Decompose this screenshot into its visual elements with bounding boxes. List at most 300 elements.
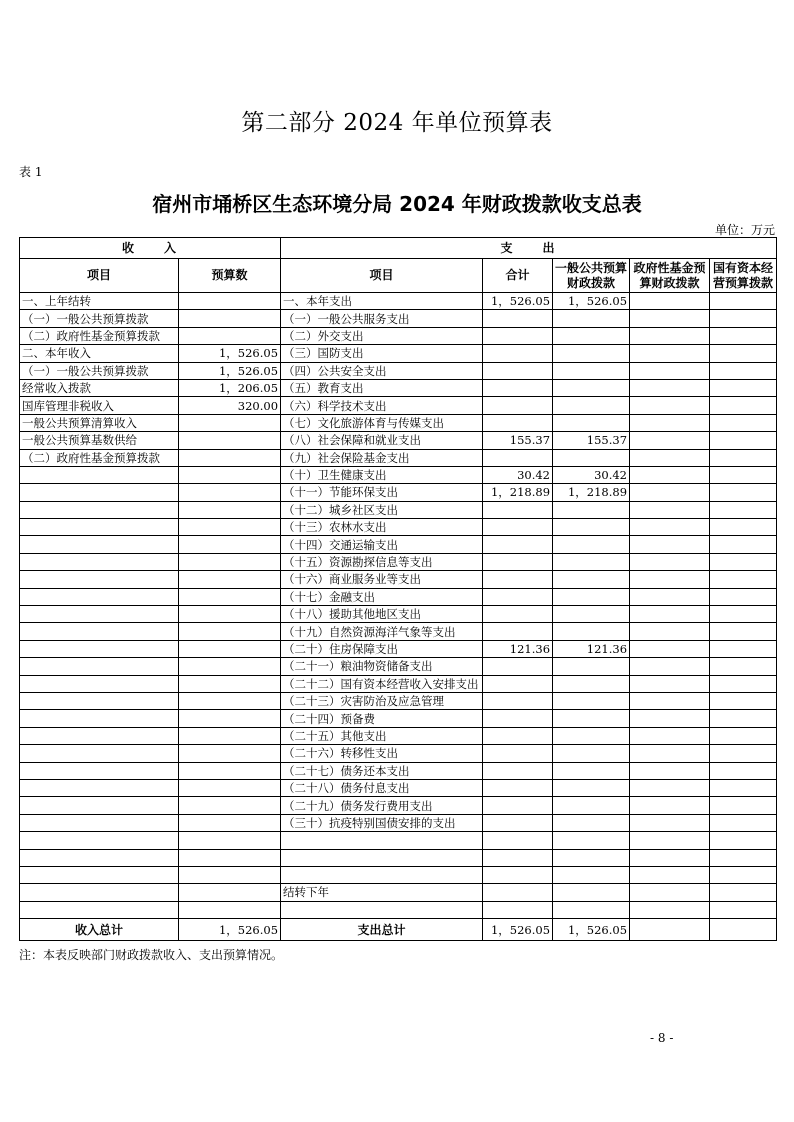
- expense-item-cell: （十四）交通运输支出: [281, 536, 483, 553]
- general-budget-cell: 1，218.89: [553, 484, 630, 501]
- table-row: [20, 727, 777, 744]
- general-budget-cell: [553, 519, 630, 536]
- general-budget-cell: [553, 762, 630, 779]
- expense-item-cell: （二十二）国有资本经营收入安排支出: [281, 675, 483, 692]
- expense-item-cell: （二十八）债务付息支出: [281, 779, 483, 796]
- general-budget-cell: [553, 814, 630, 831]
- fund-budget-cell: [630, 414, 710, 431]
- soe-budget-cell: [710, 519, 777, 536]
- income-item-cell: （一）一般公共预算拨款: [20, 310, 179, 327]
- general-budget-cell: [553, 310, 630, 327]
- fund-budget-cell: [630, 362, 710, 379]
- income-amount-cell: [179, 849, 281, 866]
- fund-budget-cell: [630, 293, 710, 310]
- general-budget-cell: [553, 832, 630, 849]
- income-item-cell: [20, 484, 179, 501]
- table-row: [20, 606, 777, 623]
- income-item-cell: [20, 762, 179, 779]
- expense-item-header: 项目: [281, 259, 483, 293]
- table-row: [20, 901, 777, 918]
- table-row: [20, 797, 777, 814]
- income-amount-cell: [179, 762, 281, 779]
- expense-general-total: 1，526.05: [553, 919, 630, 941]
- expense-total-cell: [483, 779, 553, 796]
- expense-total-cell: [483, 849, 553, 866]
- income-amount-cell: [179, 779, 281, 796]
- income-amount-cell: [179, 466, 281, 483]
- general-budget-cell: [553, 849, 630, 866]
- fund-budget-cell: [630, 832, 710, 849]
- income-item-cell: [20, 623, 179, 640]
- income-item-cell: [20, 501, 179, 518]
- expense-total-cell: [483, 884, 553, 901]
- table-row: [20, 710, 777, 727]
- fund-budget-cell: [630, 779, 710, 796]
- expense-item-cell: （十五）资源勘探信息等支出: [281, 553, 483, 570]
- income-item-cell: （二）政府性基金预算拨款: [20, 327, 179, 344]
- soe-budget-cell: [710, 727, 777, 744]
- income-item-cell: 一般公共预算基数供给: [20, 432, 179, 449]
- expense-item-cell: （二十五）其他支出: [281, 727, 483, 744]
- expense-total-cell: [483, 327, 553, 344]
- income-item-cell: [20, 588, 179, 605]
- income-item-cell: [20, 536, 179, 553]
- expense-item-cell: （二）外交支出: [281, 327, 483, 344]
- income-amount-cell: [179, 866, 281, 883]
- expense-total-cell: 121.36: [483, 640, 553, 657]
- expense-item-cell: （六）科学技术支出: [281, 397, 483, 414]
- table-row: [20, 362, 777, 379]
- fund-budget-cell: [630, 588, 710, 605]
- fund-budget-cell: [630, 901, 710, 918]
- expense-total-cell: [483, 675, 553, 692]
- income-amount-cell: [179, 293, 281, 310]
- income-item-cell: [20, 727, 179, 744]
- income-total-label: 收入总计: [20, 919, 179, 941]
- expense-total-label: 支出总计: [281, 919, 483, 941]
- general-budget-cell: [553, 327, 630, 344]
- income-amount-cell: [179, 832, 281, 849]
- soe-budget-cell: [710, 832, 777, 849]
- table-row: [20, 293, 777, 310]
- table-row: [20, 640, 777, 657]
- general-budget-cell: [553, 779, 630, 796]
- general-budget-cell: [553, 414, 630, 431]
- expense-total-cell: [483, 571, 553, 588]
- general-budget-cell: [553, 571, 630, 588]
- budget-table: [19, 237, 777, 941]
- fund-budget-cell: [630, 606, 710, 623]
- expense-item-cell: （八）社会保障和就业支出: [281, 432, 483, 449]
- soe-budget-cell: [710, 432, 777, 449]
- expense-item-cell: （五）教育支出: [281, 379, 483, 396]
- expense-total-cell: [483, 606, 553, 623]
- fund-budget-cell: [630, 762, 710, 779]
- table-row: [20, 345, 777, 362]
- general-budget-cell: 155.37: [553, 432, 630, 449]
- table-row: [20, 397, 777, 414]
- soe-budget-cell: [710, 536, 777, 553]
- fund-budget-cell: [630, 449, 710, 466]
- income-amount-cell: 1，526.05: [179, 362, 281, 379]
- soe-budget-cell: [710, 884, 777, 901]
- expense-total-cell: [483, 797, 553, 814]
- soe-budget-cell: [710, 797, 777, 814]
- income-item-header: 项目: [20, 259, 179, 293]
- expense-item-cell: （十七）金融支出: [281, 588, 483, 605]
- general-budget-cell: [553, 553, 630, 570]
- soe-budget-cell: [710, 762, 777, 779]
- soe-budget-cell: [710, 362, 777, 379]
- table-row: [20, 414, 777, 431]
- soe-budget-cell: [710, 745, 777, 762]
- table-row: [20, 814, 777, 831]
- fund-budget-cell: [630, 623, 710, 640]
- expense-total-cell: [483, 345, 553, 362]
- fund-budget-cell: [630, 571, 710, 588]
- income-amount-cell: [179, 571, 281, 588]
- expense-item-cell: 一、本年支出: [281, 293, 483, 310]
- fund-budget-header: 政府性基金预算财政拨款: [630, 259, 710, 293]
- soe-budget-cell: [710, 310, 777, 327]
- general-budget-cell: [553, 692, 630, 709]
- general-budget-cell: [553, 606, 630, 623]
- soe-budget-cell: [710, 449, 777, 466]
- expense-item-cell: （十六）商业服务业等支出: [281, 571, 483, 588]
- income-amount-cell: [179, 814, 281, 831]
- general-budget-cell: [553, 658, 630, 675]
- table-row: [20, 675, 777, 692]
- income-item-cell: [20, 466, 179, 483]
- table-row: [20, 658, 777, 675]
- income-item-cell: 经常收入拨款: [20, 379, 179, 396]
- table-row: [20, 501, 777, 518]
- expense-total-cell: [483, 814, 553, 831]
- fund-budget-cell: [630, 849, 710, 866]
- income-item-cell: [20, 553, 179, 570]
- expense-total-cell: [483, 866, 553, 883]
- fund-budget-cell: [630, 397, 710, 414]
- income-item-cell: [20, 640, 179, 657]
- income-item-cell: [20, 658, 179, 675]
- general-budget-cell: [553, 536, 630, 553]
- fund-budget-cell: [630, 466, 710, 483]
- fund-budget-cell: [630, 432, 710, 449]
- general-budget-cell: [553, 362, 630, 379]
- table-row: [20, 484, 777, 501]
- expense-item-cell: （七）文化旅游体育与传媒支出: [281, 414, 483, 431]
- income-item-cell: [20, 745, 179, 762]
- soe-budget-cell: [710, 484, 777, 501]
- general-budget-cell: 30.42: [553, 466, 630, 483]
- expense-total-cell: [483, 449, 553, 466]
- soe-budget-cell: [710, 327, 777, 344]
- general-budget-cell: [553, 797, 630, 814]
- expense-total-cell: [483, 623, 553, 640]
- soe-budget-cell: [710, 901, 777, 918]
- expense-item-cell: （一）一般公共服务支出: [281, 310, 483, 327]
- fund-budget-cell: [630, 675, 710, 692]
- soe-budget-cell: [710, 553, 777, 570]
- expense-item-cell: （三）国防支出: [281, 345, 483, 362]
- fund-budget-cell: [630, 553, 710, 570]
- fund-budget-cell: [630, 536, 710, 553]
- income-section-header: 收 入: [20, 238, 281, 259]
- income-amount-cell: [179, 588, 281, 605]
- expense-item-cell: （二十七）债务还本支出: [281, 762, 483, 779]
- fund-budget-cell: [630, 379, 710, 396]
- income-amount-cell: [179, 745, 281, 762]
- income-amount-cell: [179, 797, 281, 814]
- soe-budget-cell: [710, 466, 777, 483]
- income-amount-header: 预算数: [179, 259, 281, 293]
- income-item-cell: （二）政府性基金预算拨款: [20, 449, 179, 466]
- expense-item-cell: [281, 866, 483, 883]
- table-row: [20, 779, 777, 796]
- expense-total-cell: [483, 536, 553, 553]
- totals-row: [20, 919, 777, 941]
- soe-budget-cell: [710, 606, 777, 623]
- unit-label: 单位：万元: [714, 223, 775, 237]
- table-note: 注：本表反映部门财政拨款收入、支出预算情况。: [19, 948, 284, 962]
- general-budget-cell: [553, 675, 630, 692]
- fund-budget-cell: [630, 484, 710, 501]
- income-amount-cell: [179, 727, 281, 744]
- expense-total-cell: [483, 588, 553, 605]
- total-header: 合计: [483, 259, 553, 293]
- general-budget-cell: [553, 449, 630, 466]
- income-item-cell: [20, 710, 179, 727]
- expense-total-cell: 30.42: [483, 466, 553, 483]
- general-budget-cell: [553, 727, 630, 744]
- income-item-cell: 二、本年收入: [20, 345, 179, 362]
- fund-budget-cell: [630, 310, 710, 327]
- soe-budget-cell: [710, 658, 777, 675]
- fund-budget-cell: [630, 501, 710, 518]
- expense-total-cell: [483, 310, 553, 327]
- income-amount-cell: [179, 606, 281, 623]
- expense-item-cell: （十二）城乡社区支出: [281, 501, 483, 518]
- fund-budget-cell: [630, 345, 710, 362]
- income-amount-cell: [179, 658, 281, 675]
- fund-budget-cell: [630, 327, 710, 344]
- part-title: 第二部分 2024 年单位预算表: [241, 110, 553, 136]
- expense-item-cell: （四）公共安全支出: [281, 362, 483, 379]
- expense-total-cell: [483, 519, 553, 536]
- income-amount-cell: 1，206.05: [179, 379, 281, 396]
- table-row: [20, 449, 777, 466]
- income-item-cell: [20, 779, 179, 796]
- general-budget-header: 一般公共预算财政拨款: [553, 259, 630, 293]
- table-number: 表 1: [19, 165, 43, 179]
- income-amount-cell: [179, 623, 281, 640]
- table-row: [20, 553, 777, 570]
- income-item-cell: [20, 849, 179, 866]
- table-row: [20, 745, 777, 762]
- expense-section-header: 支 出: [281, 238, 777, 259]
- page-number: - 8 -: [650, 1031, 674, 1045]
- general-budget-cell: [553, 901, 630, 918]
- soe-budget-cell: [710, 710, 777, 727]
- fund-budget-cell: [630, 710, 710, 727]
- income-amount-cell: [179, 310, 281, 327]
- soe-budget-cell: [710, 571, 777, 588]
- income-item-cell: [20, 884, 179, 901]
- column-header-row: [20, 259, 777, 293]
- table-row: [20, 379, 777, 396]
- expense-item-cell: （九）社会保险基金支出: [281, 449, 483, 466]
- soe-budget-cell: [710, 640, 777, 657]
- expense-total-amount: 1，526.05: [483, 919, 553, 941]
- expense-item-cell: （三十）抗疫特别国债安排的支出: [281, 814, 483, 831]
- table-row: [20, 623, 777, 640]
- income-amount-cell: [179, 484, 281, 501]
- expense-total-cell: [483, 553, 553, 570]
- general-budget-cell: [553, 745, 630, 762]
- general-budget-cell: [553, 884, 630, 901]
- expense-total-cell: [483, 901, 553, 918]
- table-row: [20, 692, 777, 709]
- expense-total-cell: [483, 710, 553, 727]
- table-title: 宿州市埇桥区生态环境分局 2024 年财政拨款收支总表: [152, 192, 642, 216]
- soe-budget-cell: [710, 623, 777, 640]
- expense-item-cell: （十八）援助其他地区支出: [281, 606, 483, 623]
- table-row: [20, 571, 777, 588]
- expense-total-cell: [483, 832, 553, 849]
- income-amount-cell: [179, 553, 281, 570]
- soe-budget-cell: [710, 849, 777, 866]
- income-item-cell: 国库管理非税收入: [20, 397, 179, 414]
- soe-budget-cell: [710, 866, 777, 883]
- expense-total-cell: 155.37: [483, 432, 553, 449]
- income-item-cell: [20, 692, 179, 709]
- income-amount-cell: [179, 675, 281, 692]
- income-amount-cell: [179, 519, 281, 536]
- income-amount-cell: [179, 414, 281, 431]
- fund-budget-cell: [630, 658, 710, 675]
- fund-budget-cell: [630, 797, 710, 814]
- general-budget-cell: 1，526.05: [553, 293, 630, 310]
- soe-budget-cell: [710, 692, 777, 709]
- expense-item-cell: （二十六）转移性支出: [281, 745, 483, 762]
- fund-budget-cell: [630, 884, 710, 901]
- income-item-cell: [20, 797, 179, 814]
- expense-total-cell: [483, 727, 553, 744]
- expense-item-cell: （二十一）粮油物资储备支出: [281, 658, 483, 675]
- table-row: [20, 588, 777, 605]
- table-row: [20, 432, 777, 449]
- expense-item-cell: （二十三）灾害防治及应急管理: [281, 692, 483, 709]
- general-budget-cell: 121.36: [553, 640, 630, 657]
- soe-budget-cell: [710, 675, 777, 692]
- expense-total-cell: 1，218.89: [483, 484, 553, 501]
- income-item-cell: [20, 675, 179, 692]
- income-item-cell: [20, 814, 179, 831]
- general-budget-cell: [553, 345, 630, 362]
- income-amount-cell: [179, 501, 281, 518]
- income-amount-cell: [179, 432, 281, 449]
- soe-budget-cell: [710, 293, 777, 310]
- general-budget-cell: [553, 623, 630, 640]
- expense-total-cell: [483, 414, 553, 431]
- income-total-amount: 1，526.05: [179, 919, 281, 941]
- soe-budget-cell: [710, 501, 777, 518]
- expense-item-cell: （二十）住房保障支出: [281, 640, 483, 657]
- expense-item-cell: （十九）自然资源海洋气象等支出: [281, 623, 483, 640]
- table-row: [20, 519, 777, 536]
- income-amount-cell: 320.00: [179, 397, 281, 414]
- expense-total-cell: [483, 379, 553, 396]
- table-row: [20, 762, 777, 779]
- expense-total-cell: [483, 692, 553, 709]
- fund-budget-cell: [630, 727, 710, 744]
- expense-total-cell: [483, 762, 553, 779]
- expense-total-cell: [483, 397, 553, 414]
- expense-item-cell: （十一）节能环保支出: [281, 484, 483, 501]
- soe-budget-cell: [710, 414, 777, 431]
- table-row: [20, 866, 777, 883]
- income-amount-cell: [179, 901, 281, 918]
- income-item-cell: [20, 606, 179, 623]
- expense-item-cell: [281, 849, 483, 866]
- expense-total-cell: [483, 745, 553, 762]
- income-amount-cell: [179, 692, 281, 709]
- fund-budget-cell: [630, 519, 710, 536]
- expense-soe-total: [710, 919, 777, 941]
- section-header-row: [20, 238, 777, 259]
- soe-budget-cell: [710, 345, 777, 362]
- income-amount-cell: [179, 536, 281, 553]
- soe-budget-cell: [710, 588, 777, 605]
- expense-total-cell: 1，526.05: [483, 293, 553, 310]
- fund-budget-cell: [630, 866, 710, 883]
- expense-total-cell: [483, 501, 553, 518]
- income-amount-cell: [179, 449, 281, 466]
- general-budget-cell: [553, 397, 630, 414]
- soe-budget-cell: [710, 814, 777, 831]
- income-item-cell: [20, 571, 179, 588]
- expense-item-cell: [281, 901, 483, 918]
- income-amount-cell: [179, 884, 281, 901]
- fund-budget-cell: [630, 692, 710, 709]
- soe-budget-cell: [710, 379, 777, 396]
- general-budget-cell: [553, 588, 630, 605]
- table-row: [20, 327, 777, 344]
- expense-item-cell: （二十四）预备费: [281, 710, 483, 727]
- income-item-cell: 一、上年结转: [20, 293, 179, 310]
- table-row: [20, 466, 777, 483]
- fund-budget-cell: [630, 745, 710, 762]
- income-item-cell: [20, 866, 179, 883]
- income-item-cell: [20, 832, 179, 849]
- income-item-cell: （一）一般公共预算拨款: [20, 362, 179, 379]
- income-amount-cell: 1，526.05: [179, 345, 281, 362]
- income-item-cell: 一般公共预算清算收入: [20, 414, 179, 431]
- expense-item-cell: （十）卫生健康支出: [281, 466, 483, 483]
- expense-item-cell: （二十九）债务发行费用支出: [281, 797, 483, 814]
- general-budget-cell: [553, 710, 630, 727]
- expense-item-cell: （十三）农林水支出: [281, 519, 483, 536]
- expense-item-cell: [281, 832, 483, 849]
- income-item-cell: [20, 901, 179, 918]
- table-row: [20, 849, 777, 866]
- general-budget-cell: [553, 866, 630, 883]
- table-row: [20, 832, 777, 849]
- table-row: [20, 884, 777, 901]
- general-budget-cell: [553, 379, 630, 396]
- expense-total-cell: [483, 362, 553, 379]
- income-amount-cell: [179, 640, 281, 657]
